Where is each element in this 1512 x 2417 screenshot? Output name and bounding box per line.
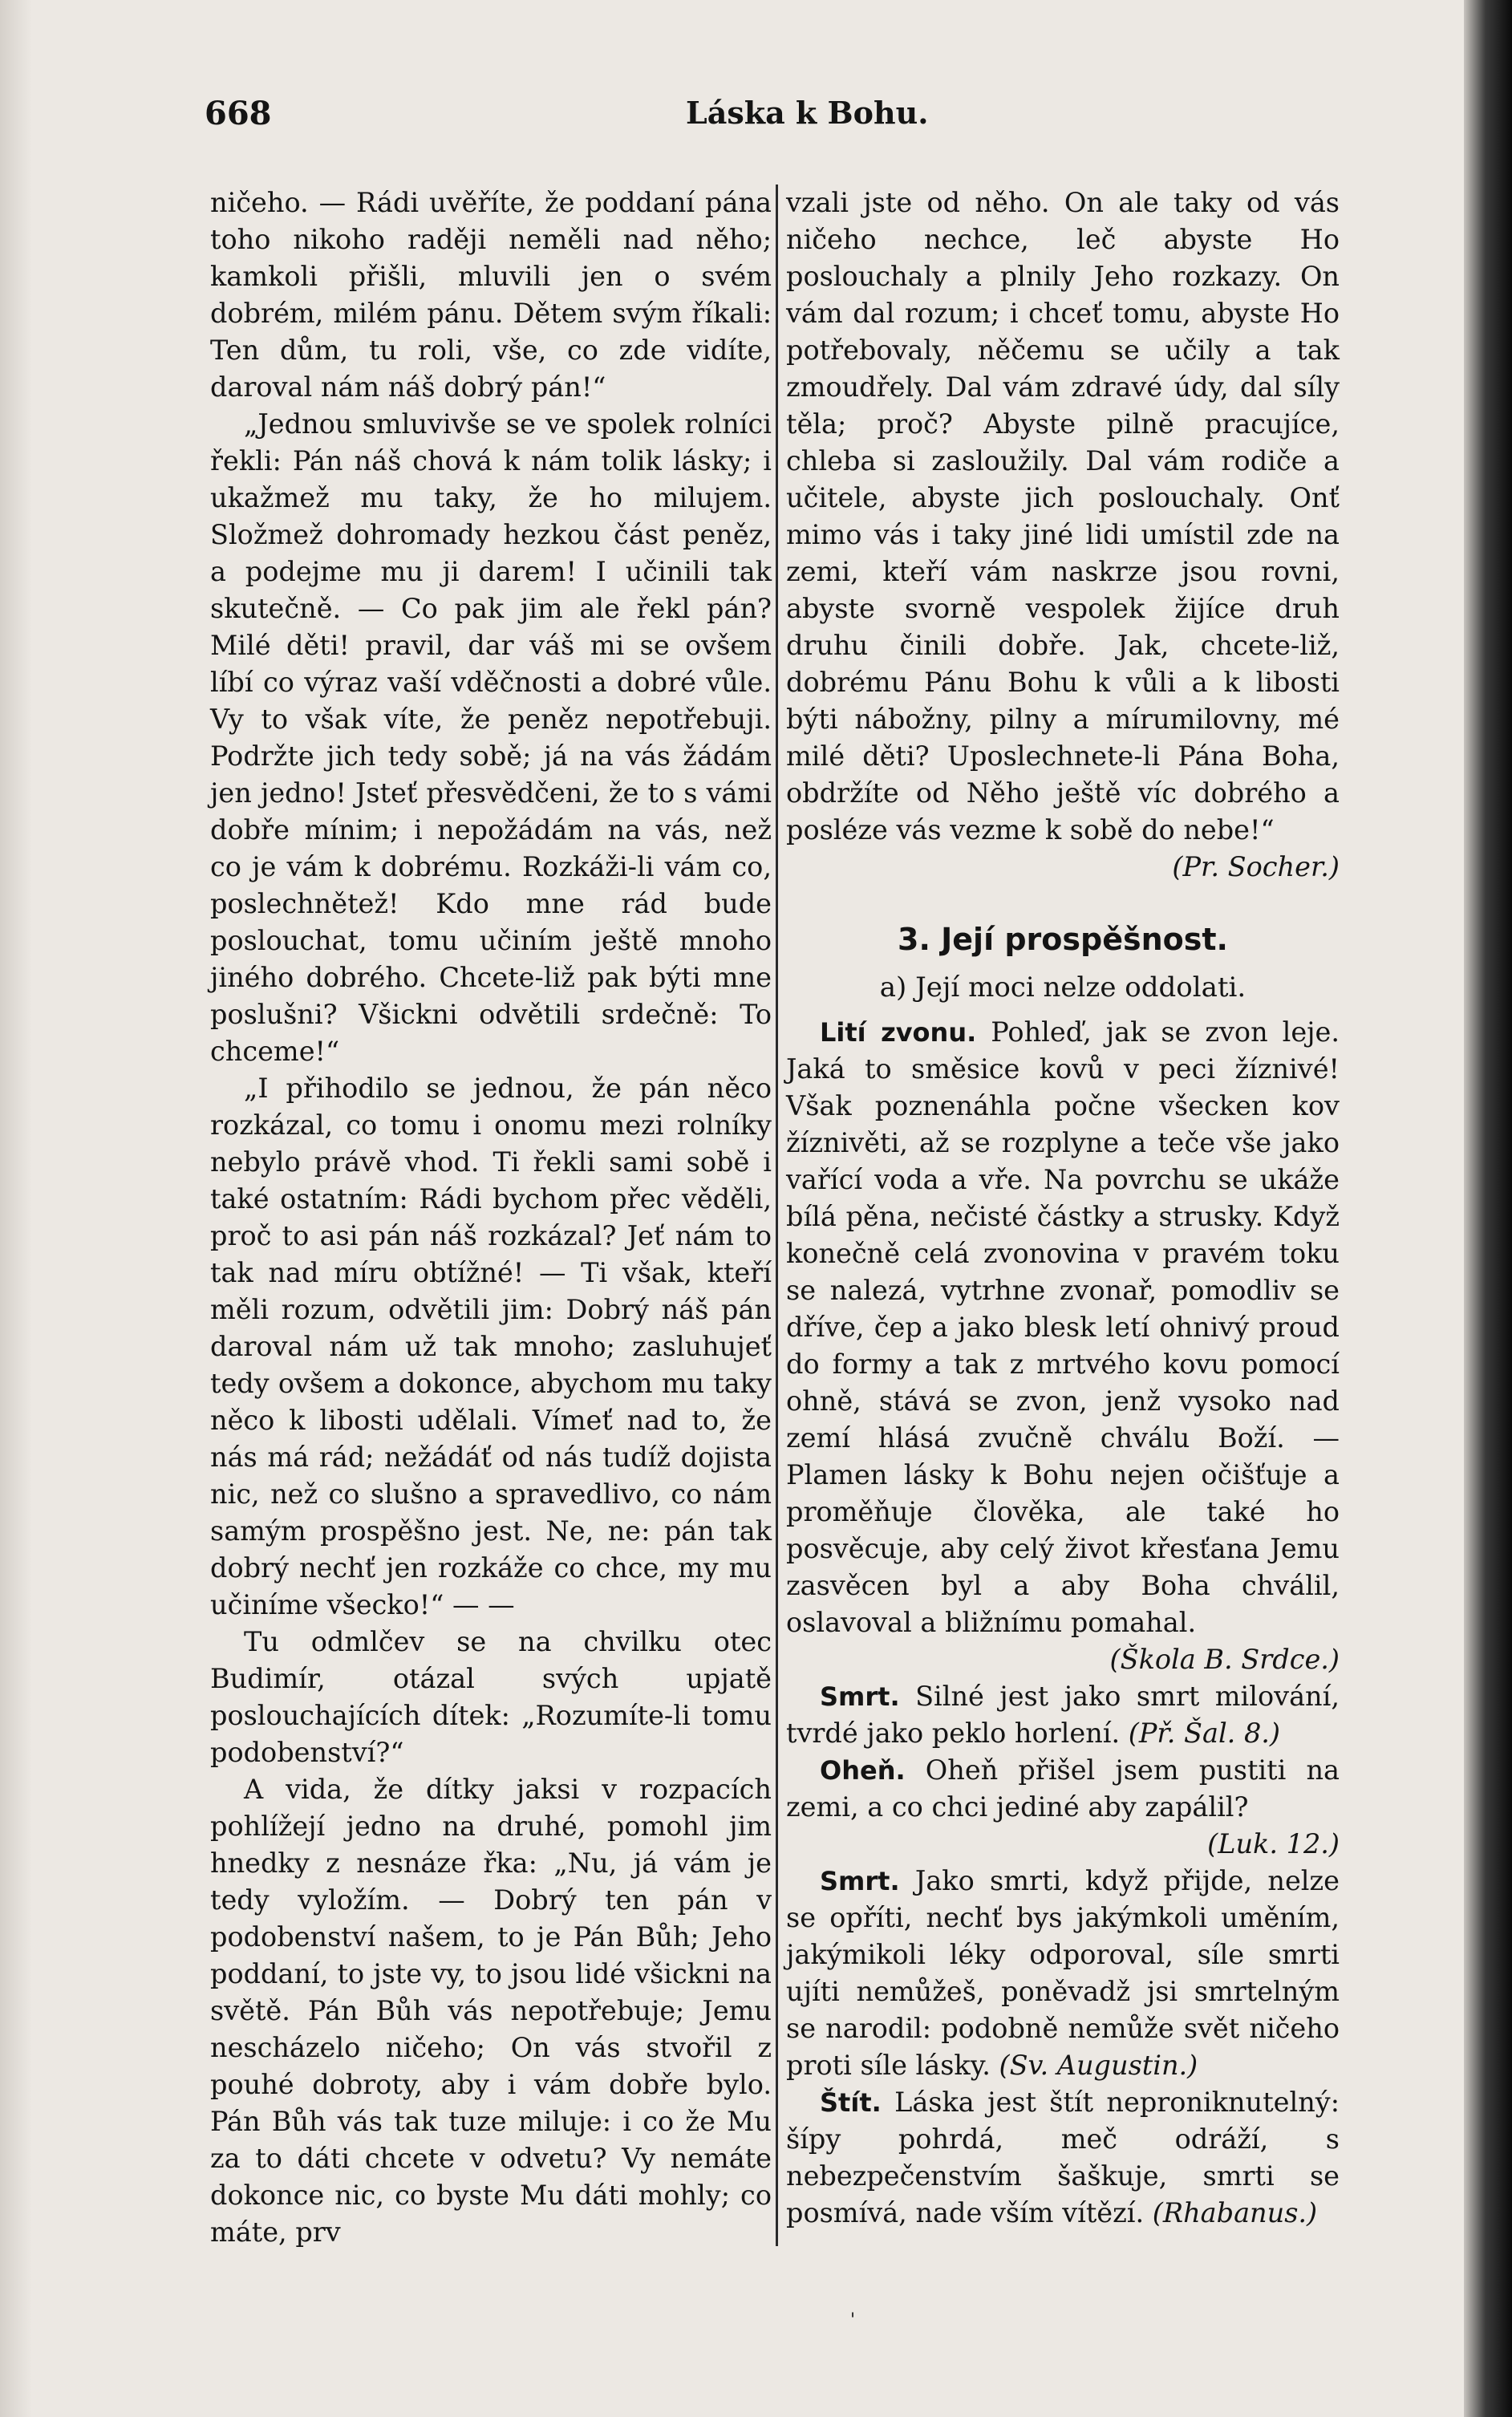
column-divider [776,185,778,2246]
right-paragraph-1: vzali jste od něho. On ale taky od vás ničeho nechce, leč abyste Ho poslouchaly a plnily Jeho rozkazy. On vám dal rozum; i chceť tomu, abyste Ho potřebovaly, něčemu se učily a tak zmoudřely. Dal vám zdravé údy, dal síly těla; proč? Abyste pilně pracujíce, chleba si zasloužily. Dal vám rodiče a učitele, abyste jich poslouchaly. Onť mimo vás i taky jiné lidi umístil zde na zemi, kteří vám naskrze jsou rovni, abyste svorně vespolek žijíce druh druhu činili dobře. Jak, chcete-liž, dobrému Pánu Bohu k vůli a k libosti býti nábožny, pilny a mírumilovny, mé milé děti? Uposlechnete-li Pána Boha, obdržíte od Něho ještě víc dobrého a posléze vás vezme k sobě do nebe!“ [786,187,1340,846]
citation-augustin: (Sv. Augustin.) [999,2050,1198,2081]
entry-text: Láska jest štít neproniknutelný: šípy pohrdá, meč odráží, s nebezpečenstvím šaškuje, smrti se posmívá, nade vším vítězí. [786,2086,1340,2228]
running-title: Láska k Bohu. [686,95,929,131]
left-paragraph-3: „I přihodilo se jednou, že pán něco rozkázal, co tomu i onomu mezi rolníky nebylo právě vhod. Ti řekli sami sobě i také ostatním: Rádi bychom přec věděli, proč to asi pán náš rozkázal? Jeť nám to tak nad míru obtížné! — Ti však, kteří měli rozum, odvětili jim: Dobrý náš pán daroval nám už tak mnoho; zasluhujeť tedy ovšem a dokonce, abychom mu taky něco k libosti udělali. Vímeť nad to, že nás má rád; nežádáť od nás tudíž dojista nic, než co slušno a spravedlivo, co nám samým prospěšno jest. Ne, ne: pán tak dobrý nechť jen rozkáže co chce, my mu učiníme všecko!“ — — [210,1073,772,1620]
citation-skola: (Škola B. Srdce.) [1109,1644,1340,1675]
citation-prislovi: (Př. Šal. 8.) [1128,1717,1281,1749]
section-title: 3. Její prospěšnost. [898,922,1228,957]
entry-keyword: Štít. [820,2087,882,2118]
entry-smrt-2 [786,1863,1340,2084]
left-paragraph-4: Tu odmlčev se na chvilku otec Budimír, otázal svých upjatě poslouchajících dítek: „Rozumíte-li tomu podobenství?“ [210,1626,772,1768]
entry-text: Pohleď, jak se zvon leje. Jaká to směsice kovů v peci žíznivé! Však poznenáhla počne všecken kov žíznivěti, až se rozplyne a teče vše jako vařící voda a vře. Na povrchu se ukáže bílá pěna, nečisté částky a strusky. Když konečně celá zvonovina v pravém toku se nalezá, vytrhne zvonař, pomodliv se dříve, čep a jako blesk letí ohnivý proud do formy a tak z mrtvého kovu pomocí ohně, stává se zvon, jenž vysoko nad zemí hlásá zvučně chválu Boží. — Plamen lásky k Bohu nejen očišťuje a proměňuje člověka, ale také ho posvěcuje, aby celý život křesťana Jemu zasvěcen byl a aby Boha chválil, oslavoval a bližnímu pomahal. [786,1016,1340,1638]
entry-stit [786,2084,1340,2232]
entry-keyword: Smrt. [820,1866,900,1896]
entry-keyword: Lití zvonu. [820,1017,977,1048]
entry-keyword: Oheň. [820,1755,906,1786]
footer-mark: ' [850,2310,856,2330]
right-column [786,185,1340,2232]
page-header [205,80,1332,144]
left-paragraph-1: ničeho. — Rádi uvěříte, že poddaní pána toho nikoho raději neměli nad něho; kamkoli přišli, mluvili jen o svém dobrém, milém pánu. Dětem svým říkali: Ten dům, tu roli, vše, co zde vidíte, daroval nám náš dobrý pán!“ [210,187,772,403]
subsection-title: a) Její moci nelze oddolati. [879,971,1246,1004]
left-column [210,185,772,2251]
left-paragraph-5: A vida, že dítky jaksi v rozpacích pohlížejí jedno na druhé, pomohl jim hnedky z nesnáze řka: „Nu, já vám je tedy vyložím. — Dobrý ten pán v podobenství našem, to je Pán Bůh; Jeho poddaní, to jste vy, to jsou lidé všickni na světě. Pán Bůh vás nepotřebuje; Jemu nescházelo ničeho; On vás stvořil z pouhé dobroty, aby i vám dobře bylo. Pán Bůh vás tak tuze miluje: i co že Mu za to dáti chcete v odvetu? Vy nemáte dokonce nic, co byste Mu dáti mohly; co máte, prv [210,1774,772,2248]
citation-socher: (Pr. Socher.) [1172,851,1340,882]
page-edge-right [1464,0,1512,2417]
entry-text: Silné jest jako smrt milování, tvrdé jako peklo horlení. [786,1681,1340,1749]
entry-text: Oheň přišel jsem pustiti na zemi, a co chci jediné aby zapálil? [786,1754,1340,1823]
citation-rhabanus: (Rhabanus.) [1152,2197,1318,2228]
page-number: 668 [205,95,272,132]
citation-lukas: (Luk. 12.) [1207,1828,1340,1859]
left-paragraph-2: „Jednou smluvivše se ve spolek rolníci řekli: Pán náš chová k nám tolik lásky; i ukažmež mu taky, že ho milujem. Složmež dohromady hezkou část peněz, a podejme mu ji darem! I učinili tak skutečně. — Co pak jim ale řekl pán? Milé děti! pravil, dar váš mi se ovšem líbí co výraz vaší vděčnosti a dobré vůle. Vy to však víte, že peněz nepotřebuji. Podržte jich tedy sobě; já na vás žádám jen jedno! Jsteť přesvědčeni, že to s vámi dobře mínim; i nepožádám na vás, než co je vám k dobrému. Rozkáži-li vám co, poslechnětež! Kdo mne rád bude poslouchat, tomu učiním ještě mnoho jiného dobrého. Chcete-liž pak býti mne poslušni? Všickni odvětili srdečně: To chceme!“ [210,408,772,1067]
entry-keyword: Smrt. [820,1681,900,1712]
page-edge-left [0,0,32,2417]
entry-ohen [786,1752,1340,1826]
entry-liti-zvonu [786,1014,1340,1641]
entry-smrt-1 [786,1678,1340,1752]
entry-text: Jako smrti, když přijde, nelze se opříti, nechť bys jakýmkoli uměním, jakýmikoli léky odporoval, síle smrti ujíti nemůžeš, poněvadž jsi smrtelným se narodil: podobně nemůže svět ničeho proti síle lásky. [786,1865,1340,2081]
